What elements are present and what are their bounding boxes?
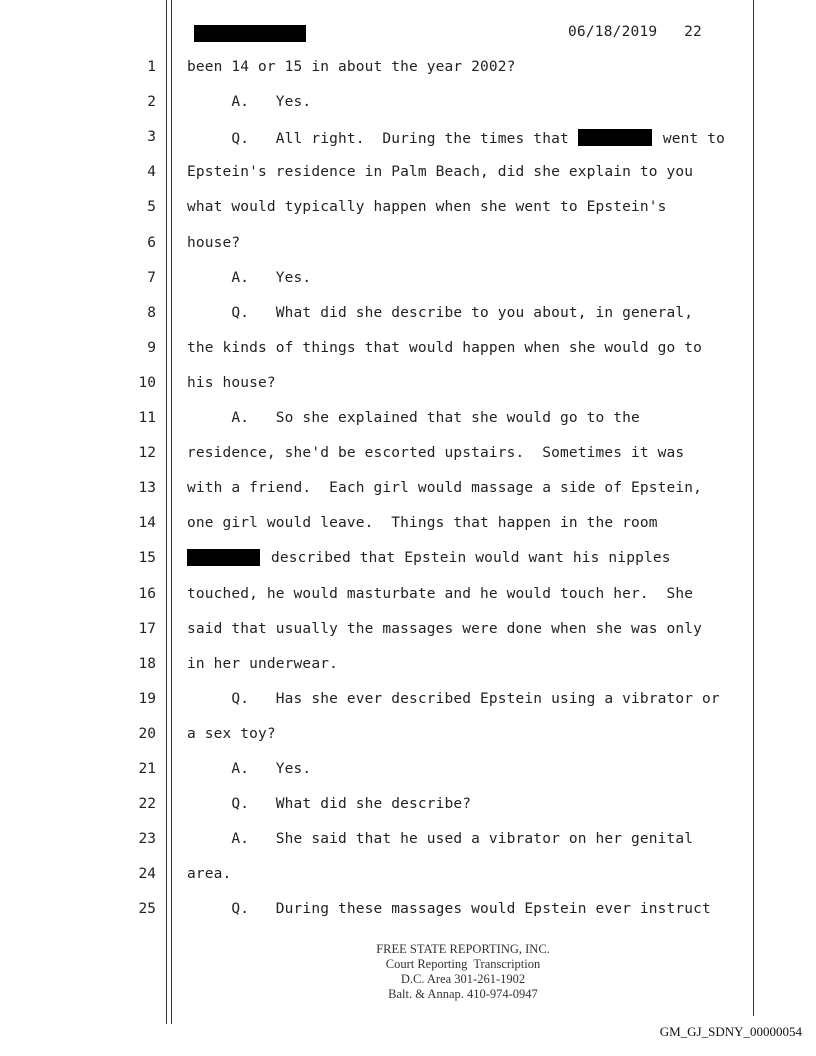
name-redaction [578,129,652,146]
line-text: A. She said that he used a vibrator on her genital [187,831,694,847]
footer-line-4: Balt. & Annap. 410-974-0947 [388,987,538,1001]
header-date-page [568,24,702,40]
line-number: 10 [138,375,156,391]
line-text: touched, he would masturbate and he would touch her. She [187,586,694,602]
line-text: A. Yes. [187,270,312,286]
line-text: what would typically happen when she went to Epstein's [187,199,667,215]
line-number: 9 [147,340,156,356]
line-number: 18 [138,656,156,672]
line-text: area. [187,866,232,882]
line-number: 21 [138,761,156,777]
header-page-number: 22 [684,24,702,40]
left-margin-rule-outer [166,0,167,1024]
line-text-content: described that Epstein would want his nipples [271,550,671,566]
footer-line-3: D.C. Area 301-261-1902 [400,972,526,986]
line-number: 11 [138,410,156,426]
line-text [187,129,725,147]
line-text: Q. Has she ever described Epstein using a vibrator or [187,691,720,707]
footer-line-1: FREE STATE REPORTING, INC. [376,942,550,956]
line-text: residence, she'd be escorted upstairs. Sometimes it was [187,445,685,461]
header-redaction [194,25,306,42]
line-text-content: Q. All right. During the times that [187,131,569,147]
line-number: 7 [147,270,156,286]
footer-line-2: Court Reporting Transcription [385,957,541,971]
line-number: 19 [138,691,156,707]
name-redaction [187,549,260,566]
line-number: 3 [147,129,156,145]
line-number: 1 [147,59,156,75]
line-number: 17 [138,621,156,637]
line-text: been 14 or 15 in about the year 2002? [187,59,516,75]
line-text: house? [187,235,241,251]
line-number: 16 [138,586,156,602]
line-number: 20 [138,726,156,742]
line-number: 14 [138,515,156,531]
line-text: A. Yes. [187,94,312,110]
line-number: 12 [138,445,156,461]
line-number: 8 [147,305,156,321]
line-number: 22 [138,796,156,812]
line-text: Q. What did she describe to you about, in general, [187,305,694,321]
line-text: said that usually the massages were done when she was only [187,621,703,637]
line-text: a sex toy? [187,726,276,742]
reporter-footer [300,942,626,1002]
line-text: his house? [187,375,276,391]
line-text: Q. What did she describe? [187,796,472,812]
line-text: one girl would leave. Things that happen in the room [187,515,658,531]
line-text: Q. During these massages would Epstein ever instruct [187,901,711,917]
line-text: A. So she explained that she would go to the [187,410,640,426]
line-text: in her underwear. [187,656,338,672]
line-number: 25 [138,901,156,917]
right-margin-rule [753,0,754,1016]
line-text: Epstein's residence in Palm Beach, did she explain to you [187,164,694,180]
line-text: A. Yes. [187,761,312,777]
line-number: 6 [147,235,156,251]
line-number: 4 [147,164,156,180]
header-date: 06/18/2019 [568,24,658,40]
bates-number: GM_GJ_SDNY_00000054 [659,1024,802,1039]
line-number: 13 [138,480,156,496]
line-text-continuation: went to [662,131,726,147]
line-text: with a friend. Each girl would massage a side of Epstein, [187,480,703,496]
line-number: 2 [147,94,156,110]
line-number: 23 [138,831,156,847]
line-number: 24 [138,866,156,882]
line-number: 5 [147,199,156,215]
line-number: 15 [138,550,156,566]
left-margin-rule-inner [171,0,172,1024]
line-text [187,550,671,566]
line-text: the kinds of things that would happen when she would go to [187,340,703,356]
